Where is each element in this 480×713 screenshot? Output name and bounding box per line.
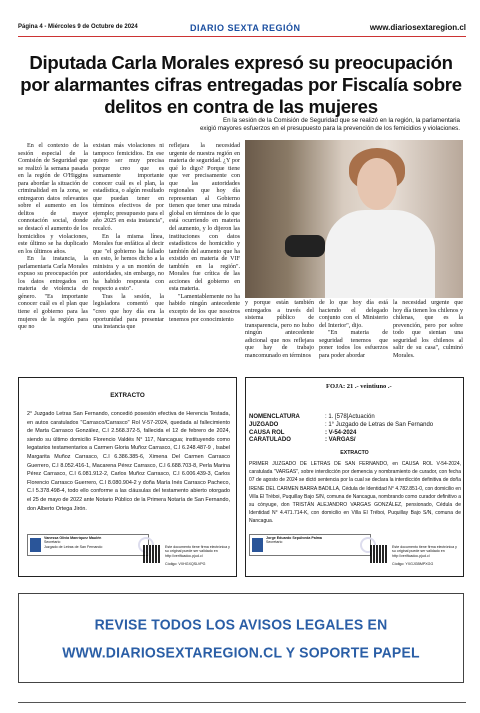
legal-notice-right xyxy=(245,377,464,577)
case-value: : 1. [578]Actuación xyxy=(325,414,375,420)
qr-code-icon xyxy=(143,545,161,563)
article-subtitle-line-1: En la sesión de la Comisión de Seguridad que se realizó en la región, la parlamentaria xyxy=(223,117,460,124)
qr-code-number: Código: VXHGXQSLVPG xyxy=(165,562,206,566)
qr-validation-text: Este documento tiene firma electrónica y su original puede ser validado en http://verificadoc.pjud.cl xyxy=(392,545,457,558)
article-title: Diputada Carla Morales expresó su preocupación por alarmantes cifras entregadas por Fiscalía sobre delitos en contra de las mujeres xyxy=(20,52,462,117)
case-value: : V-54-2024 xyxy=(325,429,357,436)
qr-code-icon xyxy=(370,545,388,563)
promo-line-2[interactable]: WWW.DIARIOSEXTAREGION.CL Y SOPORTE PAPEL xyxy=(62,643,420,661)
article-paragraph: En el contexto de la sesión especial de la Comisión de Seguridad que se realizó la semana pasada en la región de O'Higgins para abordar la situación de criminalidad en la zona, se entregaron datos relevantes sobre el aumento en los delitos de mayor connotación social, donde se destacó el aumento de los homicidios y violaciones, este último se ha duplicado en los últimos años. xyxy=(18,143,88,255)
article-column-5 xyxy=(319,300,388,360)
notice-body: PRIMER JUZGADO DE LETRAS DE SAN FERNANDO, en CAUSA ROL V-54-2024, caratulada "VARGAS", sobre interdicción por demencia y nombramiento de curador, con fecha 07 de agosto de 2024 se dictó sentencia por la cual se declara la interdicción definitiva de doña IRENE DEL CARMEN BARRA BADILLA, Cédula de Identidad N° 4.782.851-0, con domicilio en Villa El Tréboi, Puquillay Bajo S/N, comuna de Nancagua, nombrando como curador definitivo a su cónyuge, don TRISTÁN ALEJANDRO VARGAS GONZÁLEZ, pensionado, Cédula de Identidad N° 4.471.714-K, con domicilio en Villa El Tréboi, Puquillay Bajo S/N, comuna de Nancagua. xyxy=(249,461,461,525)
article-column-6 xyxy=(393,300,463,360)
seal-icon xyxy=(30,538,41,552)
article-paragraph: y porque están también entregados a través del sistema público de transparencia, pero no hubo ningún antecedente adicional que nos reflejara que hay de trabajo mancomunado en términos xyxy=(245,300,314,359)
legal-notice-left xyxy=(18,377,237,577)
page-bottom-rule xyxy=(18,702,466,703)
article-paragraph: de lo que hoy día está haciendo el delegado conjunto con el Ministerio del Interior", dijo. xyxy=(319,300,388,329)
microphone-icon xyxy=(285,235,325,257)
case-key: CAUSA ROL xyxy=(249,429,285,436)
article-photo xyxy=(245,140,463,298)
article-paragraph: reflejara la necesidad urgente de nuestra región en materia de seguridad. ¿Y por qué lo digo? Porque tiene que ver precisamente con que las autoridades regionales que hoy día representan al Gobierno tienen que tener una mirada global en términos de lo que está ocurriendo en materia del aumento, y lo dijeron las instituciones con datos estadísticos de homicidio y también del aumento que ha existido en materia de VIF también en la región". Morales fue crítica de las acciones del gobierno en esta materia. xyxy=(169,143,240,293)
promo-line-1: REVISE TODOS LOS AVISOS LEGALES EN xyxy=(94,615,388,633)
signer-role: Secretario xyxy=(44,540,61,545)
article-paragraph: "Lamentablemente no ha habido ningún antecedente excepto de los que nosotros tenemos por conocimiento xyxy=(169,293,240,323)
legal-notices-promo xyxy=(18,593,464,683)
signer-court: Juzgado de Letras de San Fernando xyxy=(44,544,103,549)
photo-figure-body xyxy=(325,210,435,298)
article-paragraph: Tras la sesión, la legisladora comentó que "creo que hoy día era la oportunidad para presentar una instancia que xyxy=(93,293,164,331)
article-paragraph: existan más violaciones ni tampoco femicidios. En ese quiero ser muy precisa porque creo que es sumamente importante conocer cuál es el plan, la estadística, o algún resultado que puedan tener en términos efectivos de por ejemplo; presupuesto para el año 2025 en esta instancia", recalcó. xyxy=(93,143,164,233)
case-value: : VARGAS/ xyxy=(325,437,356,444)
photo-figure-face xyxy=(357,158,397,210)
signer-name: Jorge Eduardo Sepúlveda Palma xyxy=(266,536,322,540)
case-value: : 1° Juzgado de Letras de San Fernando xyxy=(325,421,434,428)
page-header xyxy=(18,23,466,37)
notice-body: 2° Juzgado Letras San Fernando, concedió posesión efectiva de Herencia Testada, en autos caratulados "Carrasco/Carrasco" Rol V-57-2024, quedada al fallecimiento de Marta Carrasco González, C.I 2.568.372-5, fallecida el 12 de febrero de 2024, siendo su último domicilio Florencio Valdés N° 117, Nancagua; instituyendo como legatarios testamentarios a Carmen Gloria Muñoz Carrasco, C.I 6.248.487-9 , Isabel Margarita Muñoz Carrasco, C.I 6.386.385-6, Ximena Del Carmen Carrasco Guerrero, C.I 8.052.416-1, Macarena Pérez Carrasco, C.I 6.688.703-8, Perla Marina Pérez Carrasco, C.I 6.081.912-2, Carlos Muñoz Carrasco, C.I 6.006.439-3, Carlos Florencio Carrasco Guerrero, C.I 8.080.904-2 y doña María Inés Carrasco Pacheco, C.I 5.378.498-4, todo ello conforme a las cláusulas del testamento abierto otorgado el 25 de mayo de 2022 ante Notario Público de la Primera Notaría de San Fernando, don Alberto Ortega Jirón. xyxy=(27,411,230,512)
article-paragraph: la necesidad urgente que hoy día tienen los chilenos y chilenas, que es la prevención, pero por sobre todo que sientan una seguridad los chilenos al salir de su casa", culminó Morales. xyxy=(393,300,463,359)
case-details xyxy=(249,414,461,445)
article-paragraph: "En materia de seguridad tenemos que poner todos los esfuerzos para poder abordar xyxy=(319,330,388,359)
signature-block xyxy=(249,534,371,556)
signer-role: Secretario xyxy=(266,540,283,545)
article-column-3 xyxy=(169,143,240,324)
newspaper-brand: DIARIO SEXTA REGIÓN xyxy=(190,23,301,33)
header-website-link[interactable]: www.diariosextaregion.cl xyxy=(369,23,466,32)
article-paragraph: En la misma línea, Morales fue enfática al decir que "el gobierno ha fallado en esto, le hemos dicho a la ministra y a un montón de autoridades, sin embargo, no ha habido respuesta con respecto a esto". xyxy=(93,233,164,293)
foja-number: FOJA: 21 .- veintiuno .- xyxy=(326,383,392,390)
signer-name: Vanessa Olivia Manríquez Maulén xyxy=(44,536,102,540)
article-column-1 xyxy=(18,143,88,332)
article-subtitle-line-2: exigió mayores esfuerzos en el presupuesto para la prevención de los femicidios y violaciones. xyxy=(199,125,460,132)
notice-title: EXTRACTO xyxy=(110,392,145,399)
qr-code-number: Código: YXGJGBMPXGG xyxy=(392,562,434,566)
case-key: CARATULADO xyxy=(249,437,291,444)
case-key: JUZGADO xyxy=(249,421,279,428)
page-number-date: Página 4 - Miércoles 9 de Octubre de 2024 xyxy=(18,24,138,30)
article-column-4 xyxy=(245,300,314,360)
article-paragraph: En la instancia, la parlamentaria Carla Morales expuso su preocupación por los datos entregados en materia de violencia de género. "Es importante conocer cuál es el plan que tiene el gobierno para las mujeres de la región para que no xyxy=(18,256,88,331)
qr-validation-text: Este documento tiene firma electrónica y su original puede ser validado en http://verificadoc.pjud.cl xyxy=(165,545,230,558)
article-subtitle xyxy=(120,117,460,133)
seal-icon xyxy=(252,538,263,552)
article-column-2 xyxy=(93,143,164,332)
signature-block xyxy=(27,534,149,556)
notice-title: EXTRACTO xyxy=(340,450,369,456)
case-key: NOMENCLATURA xyxy=(249,414,300,420)
